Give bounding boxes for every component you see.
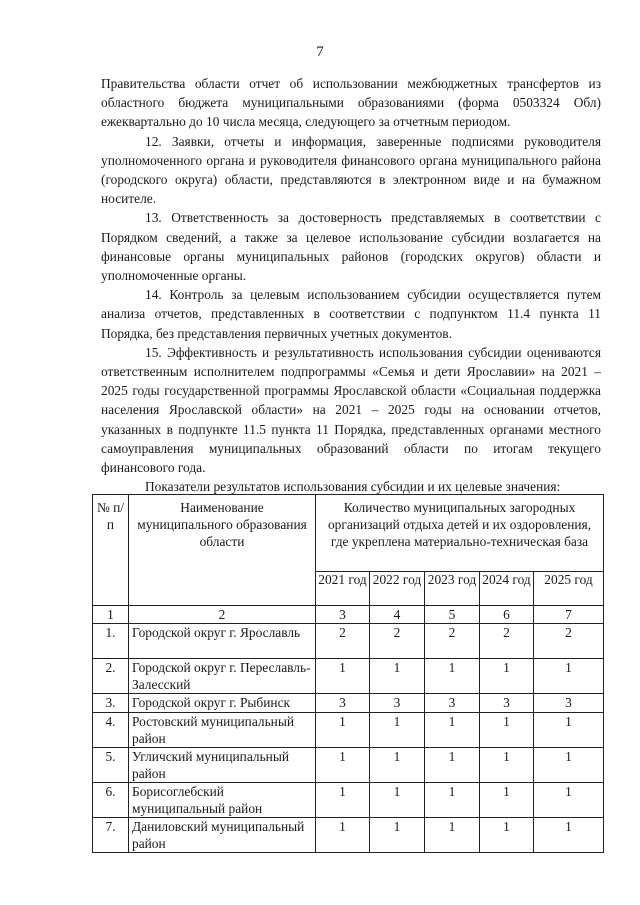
column-index: 3 [316,606,370,624]
value-cell: 1 [480,748,534,783]
value-cell: 1 [370,748,425,783]
value-cell: 1 [425,713,480,748]
header-year: 2021 год [316,572,370,606]
column-index: 6 [480,606,534,624]
value-cell: 1 [370,659,425,694]
paragraph-15: 15. Эффективность и результативность использования субсидии оцениваются ответственным исполнителем подпрограммы «Семья и дети Ярославии» на 2021 – 2025 годы государственной программы Ярославской области «Социальная поддержка населения Ярославской области» на 2021 – 2025 годы на основании отчетов, указанных в подпункте 11.5 пункта 11 Порядка, представленных органами местного самоуправления муниципальных образований области по итогам текущего финансового года. [101,344,601,476]
value-cell: 1 [480,713,534,748]
value-cell: 2 [534,624,604,659]
header-year: 2024 год [480,572,534,606]
row-number: 7. [93,818,129,853]
value-cell: 1 [534,659,604,694]
value-cell: 1 [370,713,425,748]
row-number: 4. [93,713,129,748]
value-cell: 1 [370,818,425,853]
value-cell: 1 [480,659,534,694]
value-cell: 1 [316,818,370,853]
municipality-name: Угличский муниципальный район [129,748,316,783]
value-cell: 1 [316,783,370,818]
table-row [93,624,604,659]
table-header-row [93,495,604,572]
table-row [93,748,604,783]
paragraph-14: 14. Контроль за целевым использованием субсидии осуществляется путем анализа отчетов, представленных в соответствии с подпунктом 11.4 пункта 11 Порядка, без представления первичных учетных документов. [101,287,601,341]
municipality-name: Городской округ г. Переславль-Залесский [129,659,316,694]
value-cell: 2 [480,624,534,659]
value-cell: 1 [480,818,534,853]
value-cell: 1 [534,818,604,853]
column-index: 1 [93,606,129,624]
results-table [92,494,604,853]
header-quantity: Количество муниципальных загородных организаций отдыха детей и их оздоровления, где укреплена материально-техническая база [316,495,604,572]
value-cell: 3 [480,694,534,713]
municipality-name: Городской округ г. Рыбинск [129,694,316,713]
value-cell: 2 [370,624,425,659]
value-cell: 3 [425,694,480,713]
header-year: 2025 год [534,572,604,606]
column-index: 7 [534,606,604,624]
value-cell: 2 [316,624,370,659]
value-cell: 1 [370,783,425,818]
value-cell: 1 [425,748,480,783]
municipality-name: Борисоглебский муниципальный район [129,783,316,818]
value-cell: 1 [534,713,604,748]
paragraph-13: 13. Ответственность за достоверность представляемых в соответствии с Порядком сведений, а также за целевое использование субсидии возлагается на финансовые органы муниципальных районов (городских округов) области и уполномоченные органы. [101,210,601,284]
municipality-name: Ростовский муниципальный район [129,713,316,748]
header-municipality: Наименование муниципального образования области [129,495,316,606]
paragraph-table-intro: Показатели результатов использования субсидии и их целевые значения: [145,479,561,495]
value-cell: 3 [534,694,604,713]
value-cell: 1 [316,713,370,748]
value-cell: 1 [480,783,534,818]
row-number: 3. [93,694,129,713]
body-text [101,74,601,496]
value-cell: 1 [316,659,370,694]
value-cell: 3 [316,694,370,713]
table-row [93,818,604,853]
row-number: 5. [93,748,129,783]
municipality-name: Даниловский муниципальный район [129,818,316,853]
paragraph-continuation: Правительства области отчет об использовании межбюджетных трансфертов из областного бюджета муниципальными образованиями (форма 0503324 Обл) ежеквартально до 10 числа месяца, следующего за отчетным периодом. [101,76,601,130]
paragraph-12: 12. Заявки, отчеты и информация, заверенные подписями руководителя уполномоченного органа и руководителя финансового органа муниципального района (городского округа) области, представляются в электронном виде и на бумажном носителе. [101,133,601,207]
table-row [93,783,604,818]
column-index: 4 [370,606,425,624]
column-index: 2 [129,606,316,624]
table-row [93,659,604,694]
row-number: 6. [93,783,129,818]
value-cell: 1 [534,783,604,818]
page-number: 7 [316,44,324,60]
value-cell: 1 [425,783,480,818]
header-year: 2022 год [370,572,425,606]
table-row [93,713,604,748]
value-cell: 1 [316,748,370,783]
value-cell: 2 [425,624,480,659]
column-index: 5 [425,606,480,624]
value-cell: 3 [370,694,425,713]
table-row [93,694,604,713]
column-index-row [93,606,604,624]
header-number: № п/п [93,495,129,606]
value-cell: 1 [425,659,480,694]
header-year: 2023 год [425,572,480,606]
value-cell: 1 [534,748,604,783]
row-number: 1. [93,624,129,659]
value-cell: 1 [425,818,480,853]
row-number: 2. [93,659,129,694]
municipality-name: Городской округ г. Ярославль [129,624,316,659]
